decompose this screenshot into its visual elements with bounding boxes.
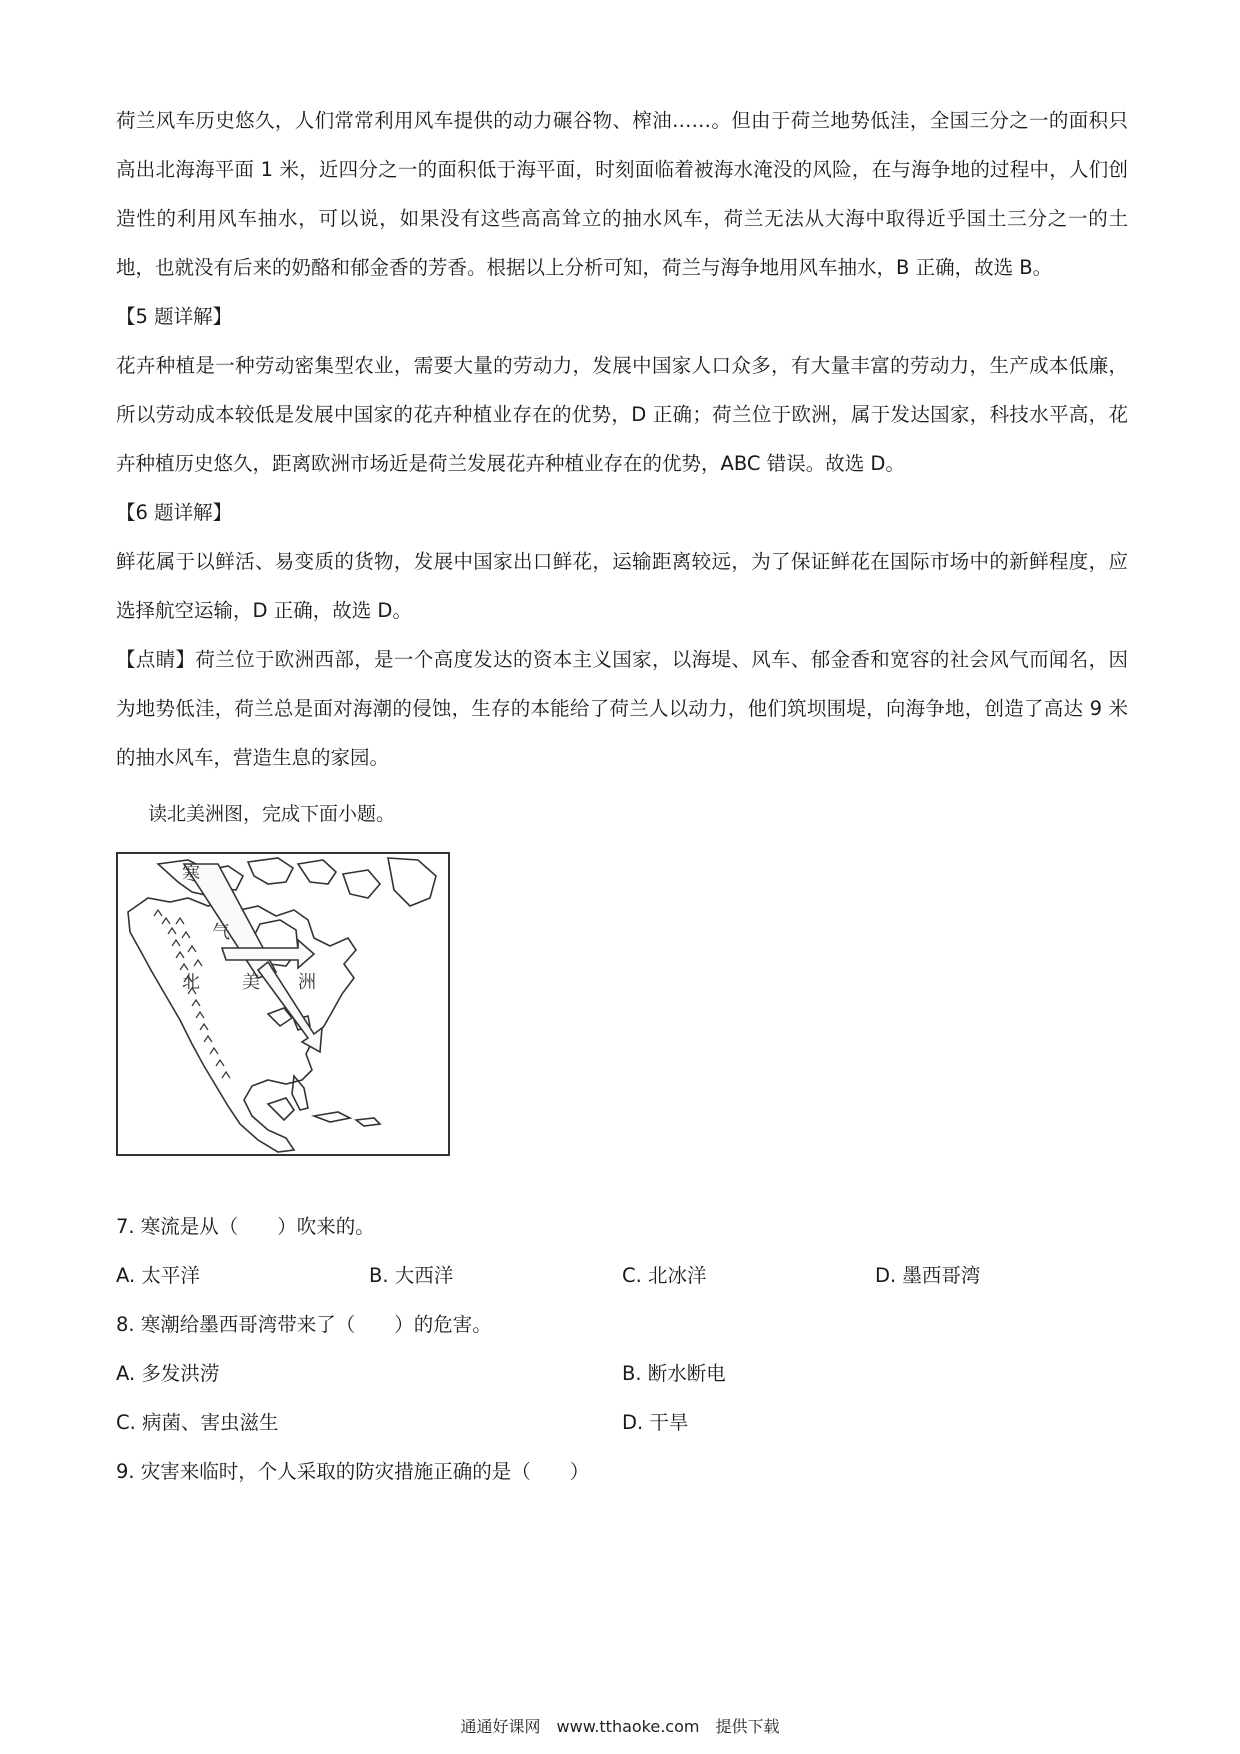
map-intro: 读北美洲图，完成下面小题。 xyxy=(148,803,396,825)
question-9-stem: 9. 灾害来临时，个人采取的防灾措施正确的是（ ） xyxy=(116,1460,590,1483)
question-8-options-row1 xyxy=(116,1349,1128,1398)
answer-paragraph-4: 荷兰风车历史悠久，人们常常利用风车提供的动力碾谷物、榨油……。但由于荷兰地势低洼，全国三分之一的面积只高出北海海平面 1 米，近四分之一的面积低于海平面，时刻面临着被海水淹没的风险，在与海争地的过程中，人们创造性的利用风车抽水，可以说，如果没有这些高高耸立的抽水风车，荷兰无法从大海中取得近乎国土三分之一的土地，也就没有后来的奶酪和郁金香的芳香。根据以上分析可知，荷兰与海争地用风车抽水，B 正确，故选 B。 xyxy=(116,109,1128,279)
map-label-han: 寒 xyxy=(182,864,200,885)
map-drawing xyxy=(118,854,448,1154)
question-8-option-c: C. 病菌、害虫滋生 xyxy=(116,1411,279,1434)
question-7-option-b: B. 大西洋 xyxy=(369,1264,454,1287)
north-america-map xyxy=(116,852,450,1156)
answer-paragraph-5: 花卉种植是一种劳动密集型农业，需要大量的劳动力，发展中国家人口众多，有大量丰富的劳动力，生产成本低廉，所以劳动成本较低是发展中国家的花卉种植业存在的优势，D 正确；荷兰位于欧洲，属于发达国家，科技水平高，花卉种植历史悠久，距离欧洲市场近是荷兰发展花卉种植业存在的优势，ABC 错误。故选 D。 xyxy=(116,354,1128,475)
page-footer: 通通好课网 www.tthaoke.com 提供下载 xyxy=(460,1717,780,1736)
question-8-option-b: B. 断水断电 xyxy=(622,1362,726,1385)
question-list xyxy=(116,1202,1128,1496)
dianjing-paragraph xyxy=(116,635,1128,782)
map-label-mei: 美 xyxy=(242,972,260,993)
question-8-option-d: D. 干旱 xyxy=(622,1411,689,1434)
document-body xyxy=(116,96,1128,1496)
map-label-zhou: 洲 xyxy=(298,972,316,993)
question-8-option-a: A. 多发洪涝 xyxy=(116,1362,220,1385)
map-label-bei: 北 xyxy=(182,972,200,993)
dianjing-text: 荷兰位于欧洲西部，是一个高度发达的资本主义国家，以海堤、风车、郁金香和宽容的社会风气而闻名，因为地势低洼，荷兰总是面对海潮的侵蚀，生存的本能给了荷兰人以动力，他们筑坝围堤，向海争地，创造了高达 9 米的抽水风车，营造生息的家园。 xyxy=(116,648,1128,769)
question-8-stem: 8. 寒潮给墨西哥湾带来了（ ）的危害。 xyxy=(116,1313,492,1336)
question-7-stem: 7. 寒流是从（ ）吹来的。 xyxy=(116,1215,375,1238)
heading-q6-detail: 【6 题详解】 xyxy=(116,501,233,524)
question-7-option-a: A. 太平洋 xyxy=(116,1264,200,1287)
question-8-options-row2 xyxy=(116,1398,1128,1447)
question-7-option-c: C. 北冰洋 xyxy=(622,1264,707,1287)
answer-paragraph-6: 鲜花属于以鲜活、易变质的货物，发展中国家出口鲜花，运输距离较远，为了保证鲜花在国际市场中的新鲜程度，应选择航空运输，D 正确，故选 D。 xyxy=(116,550,1128,622)
question-7-options xyxy=(116,1251,1128,1300)
question-7-option-d: D. 墨西哥湾 xyxy=(875,1264,981,1287)
heading-q5-detail: 【5 题详解】 xyxy=(116,305,233,328)
dianjing-label: 【点睛】 xyxy=(116,648,196,671)
map-label-qi: 气 xyxy=(212,922,230,943)
